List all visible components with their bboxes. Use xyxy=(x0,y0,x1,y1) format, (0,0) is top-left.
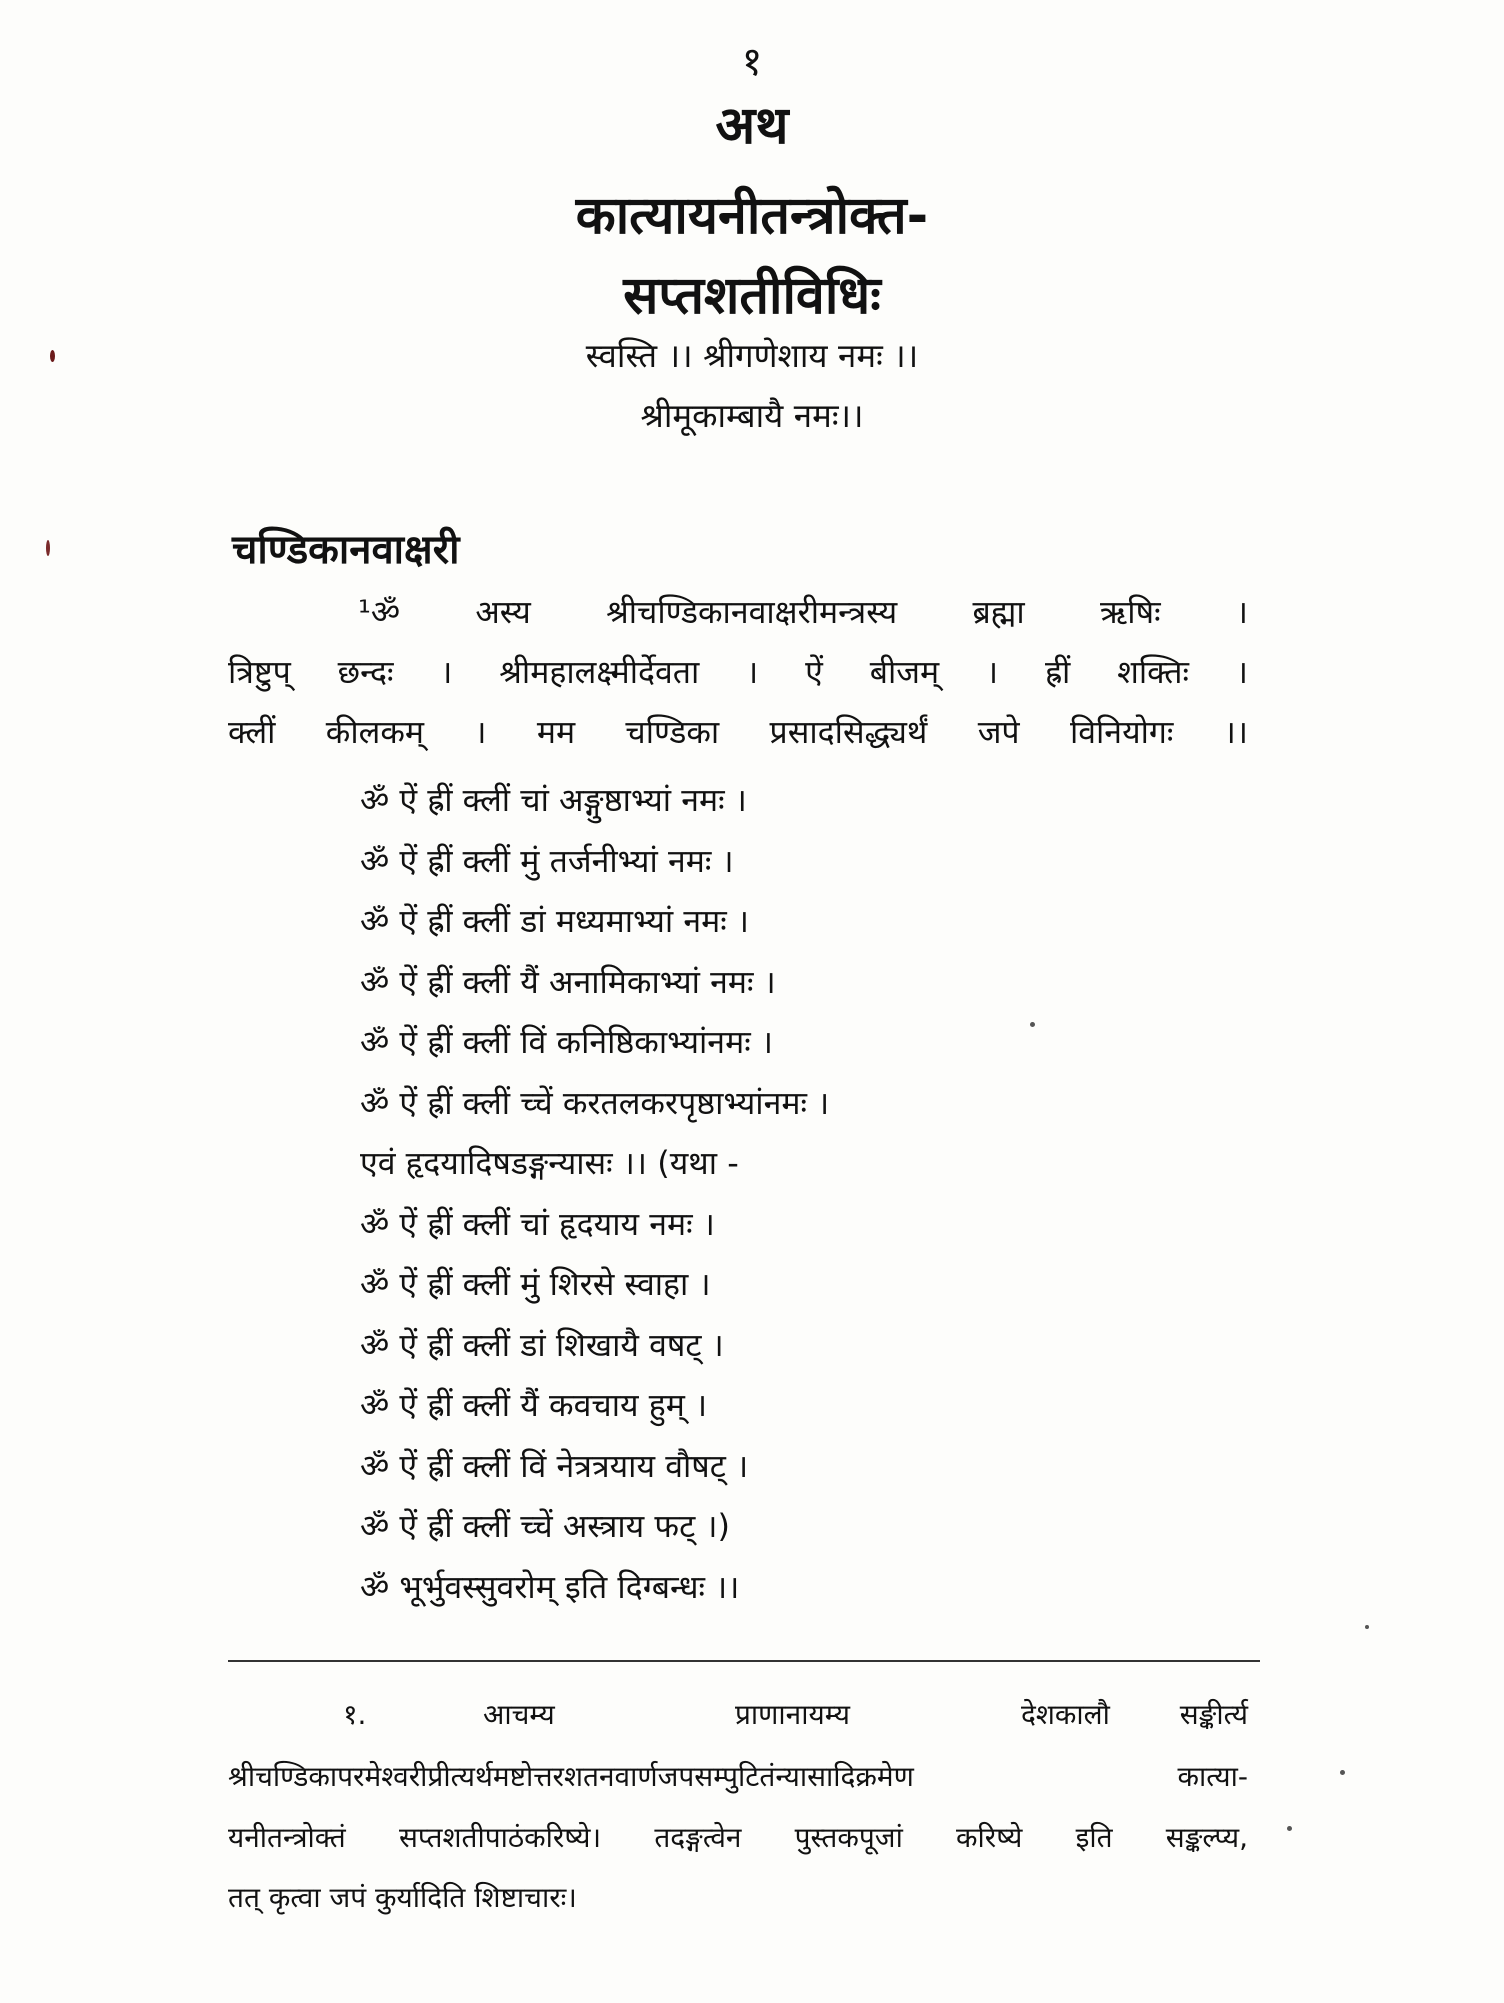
scan-speck xyxy=(46,540,50,556)
footnote-word: प्राणानायम्य xyxy=(735,1698,851,1731)
mantra-line: ॐ ऐं ह्रीं क्लीं डां मध्यमाभ्यां नमः । xyxy=(360,902,749,940)
mantra-list xyxy=(360,770,829,1617)
paragraph-line-1: ¹ॐ अस्य श्रीचण्डिकानवाक्षरीमन्त्रस्य ब्रह्मा ऋषिः । xyxy=(358,593,1248,631)
mantra-line: एवं हृदयादिषडङ्गन्यासः ।। (यथा - xyxy=(360,1144,739,1182)
mantra-line: ॐ ऐं ह्रीं क्लीं मुं तर्जनीभ्यां नमः । xyxy=(360,841,734,880)
title-line-1: अथ xyxy=(715,96,789,156)
scan-speck xyxy=(1287,1826,1292,1831)
scan-speck xyxy=(1340,1770,1345,1775)
footnote-divider xyxy=(228,1660,1260,1662)
footnote-marker: १. xyxy=(343,1698,367,1731)
mantra-line: ॐ ऐं ह्रीं क्लीं विं नेत्रत्रयाय वौषट् । xyxy=(360,1446,749,1485)
invocation-line-1: स्वस्ति ।। श्रीगणेशाय नमः ।। xyxy=(585,336,919,375)
mantra-line: ॐ ऐं ह्रीं क्लीं यैं अनामिकाभ्यां नमः । xyxy=(360,962,776,1001)
mantra-line: ॐ ऐं ह्रीं क्लीं चां हृदयाय नमः । xyxy=(360,1204,715,1243)
mantra-line: ॐ ऐं ह्रीं क्लीं च्चें अस्त्राय फट् ।) xyxy=(360,1507,730,1545)
section-heading: चण्डिकानवाक्षरी xyxy=(232,527,460,573)
mantra-line: ॐ ऐं ह्रीं क्लीं डां शिखायै वषट् । xyxy=(360,1325,724,1364)
paragraph-line-2: त्रिष्टुप् छन्दः । श्रीमहालक्ष्मीर्देवता । ऐं बीजम् । ह्रीं शक्तिः । xyxy=(228,653,1248,691)
title-line-3: सप्तशतीविधिः xyxy=(623,266,881,326)
page-number: १ xyxy=(741,39,763,85)
scan-speck xyxy=(1365,1625,1369,1629)
mantra-line: ॐ ऐं ह्रीं क्लीं मुं शिरसे स्वाहा । xyxy=(360,1265,711,1303)
mantra-line: ॐ ऐं ह्रीं क्लीं च्चें करतलकरपृष्ठाभ्यांनमः । xyxy=(360,1083,830,1122)
mantra-line: ॐ ऐं ह्रीं क्लीं यैं कवचाय हुम् । xyxy=(360,1386,708,1424)
invocation-line-2: श्रीमूकाम्बायै नमः।। xyxy=(640,396,864,435)
mantra-line: ॐ भूर्भुवस्सुवरोम् इति दिग्बन्धः ।। xyxy=(360,1567,740,1606)
scan-speck xyxy=(50,350,55,362)
paragraph-line-3: क्लीं कीलकम् । मम चण्डिका प्रसादसिद्ध्यर्थं जपे विनियोगः ।। xyxy=(228,713,1248,751)
footnote-line-3: यनीतन्त्रोक्तं सप्तशतीपाठंकरिष्ये। तदङ्गत्वेन पुस्तकपूजां करिष्ये इति सङ्कल्प्य, xyxy=(228,1821,1248,1854)
footnote-line-2: श्रीचण्डिकापरमेश्वरीप्रीत्यर्थमष्टोत्तरशतनवार्णजपसम्पुटितंन्यासादिक्रमेण कात्या- xyxy=(228,1760,1248,1793)
footnote-word: आचम्य xyxy=(483,1698,555,1731)
title-line-2: कात्यायनीतन्त्रोक्त- xyxy=(575,186,929,246)
footnote-line-4: तत् कृत्वा जपं कुर्यादिति शिष्टाचारः। xyxy=(228,1881,577,1914)
footnote-word: देशकालौ xyxy=(1021,1698,1110,1731)
mantra-line: ॐ ऐं ह्रीं क्लीं विं कनिष्ठिकाभ्यांनमः । xyxy=(360,1023,773,1061)
footnote-word: सङ्कीर्त्य xyxy=(1179,1698,1248,1731)
scan-speck xyxy=(1030,1022,1035,1027)
mantra-line: ॐ ऐं ह्रीं क्लीं चां अङ्गुष्ठाभ्यां नमः । xyxy=(360,781,747,819)
